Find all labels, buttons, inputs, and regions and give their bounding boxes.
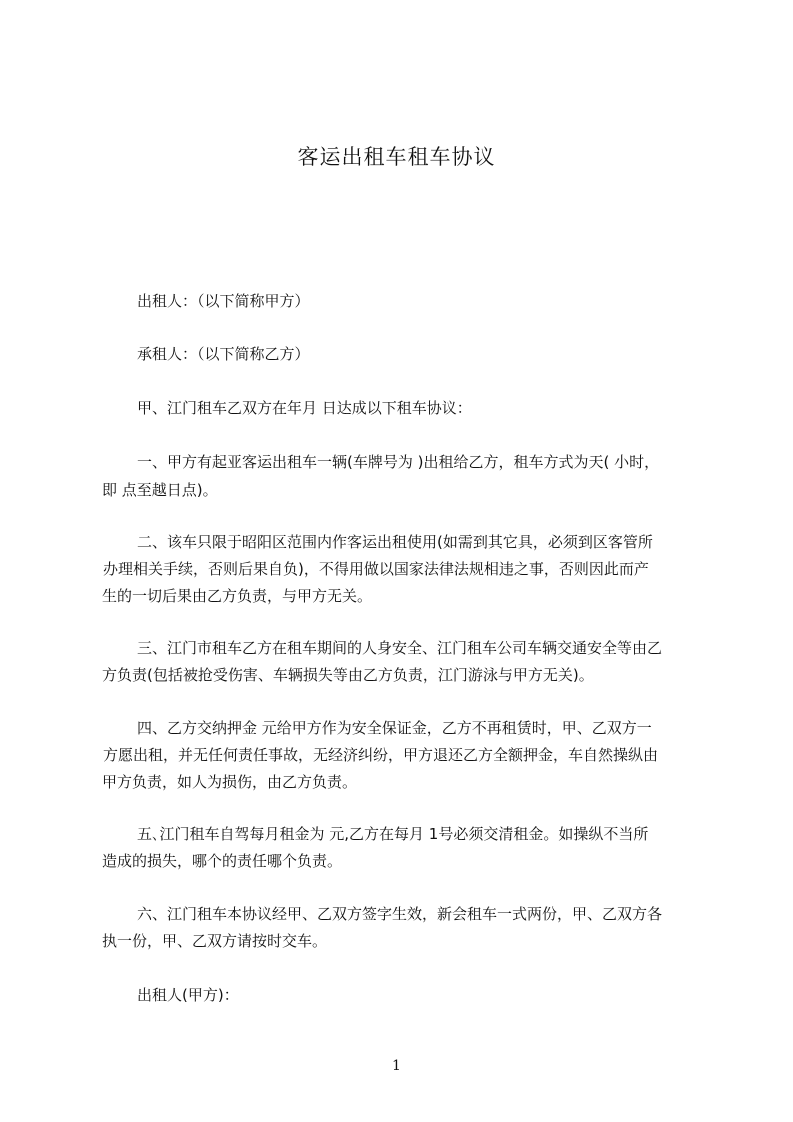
- lessee-line: 承租人：（以下简称乙方）: [137, 345, 310, 363]
- clause-line: 生的一切后果由乙方负责，与甲方无关。: [102, 587, 373, 605]
- lessor-line: 出租人：（以下简称甲方）: [137, 292, 310, 310]
- clause-line: 执一份，甲、乙双方请按时交车。: [102, 932, 328, 950]
- clause-line: 方负责(包括被抢受伤害、车辆损失等由乙方负责，江门游泳与甲方无关)。: [102, 666, 594, 684]
- clause-line: 四、乙方交纳押金 元给甲方作为安全保证金，乙方不再租赁时，甲、乙双方一: [137, 719, 652, 737]
- clause-line: 一、甲方有起亚客运出租车一辆(车牌号为 )出租给乙方，租车方式为天( 小时，: [137, 453, 660, 471]
- intro-line: 甲、江门租车乙双方在年月 日达成以下租车协议：: [137, 399, 472, 417]
- page-number: 1: [392, 1058, 401, 1074]
- clause-line: 造成的损失，哪个的责任哪个负责。: [102, 852, 343, 870]
- clause-line: 三、江门市租车乙方在租车期间的人身安全、江门租车公司车辆交通安全等由乙: [137, 639, 663, 657]
- clause-line: 方愿出租，并无任何责任事故，无经济纠纷，甲方退还乙方全额押金，车自然操纵由: [103, 746, 659, 764]
- clause-line: 即 点至越日点)。: [102, 481, 218, 499]
- clause-line: 甲方负责，如人为损伤，由乙方负责。: [102, 773, 358, 791]
- clause-line: 五､江门租车自驾每月租金为 元,乙方在每月 1号必须交清租金。如操纵不当所: [137, 825, 649, 843]
- signature-line: 出租人(甲方)：: [137, 986, 239, 1004]
- clause-line: 六、江门租车本协议经甲、乙双方签字生效，新会租车一式两份，甲、乙双方各: [137, 905, 663, 923]
- clause-line: 办理相关手续，否则后果自负)，不得用做以国家法律法规相违之事，否则因此而产: [103, 560, 649, 578]
- document-title: 客运出租车租车协议: [297, 145, 496, 169]
- clause-line: 二、该车只限于昭阳区范围内作客运出租使用(如需到其它具，必须到区客管所: [137, 533, 653, 551]
